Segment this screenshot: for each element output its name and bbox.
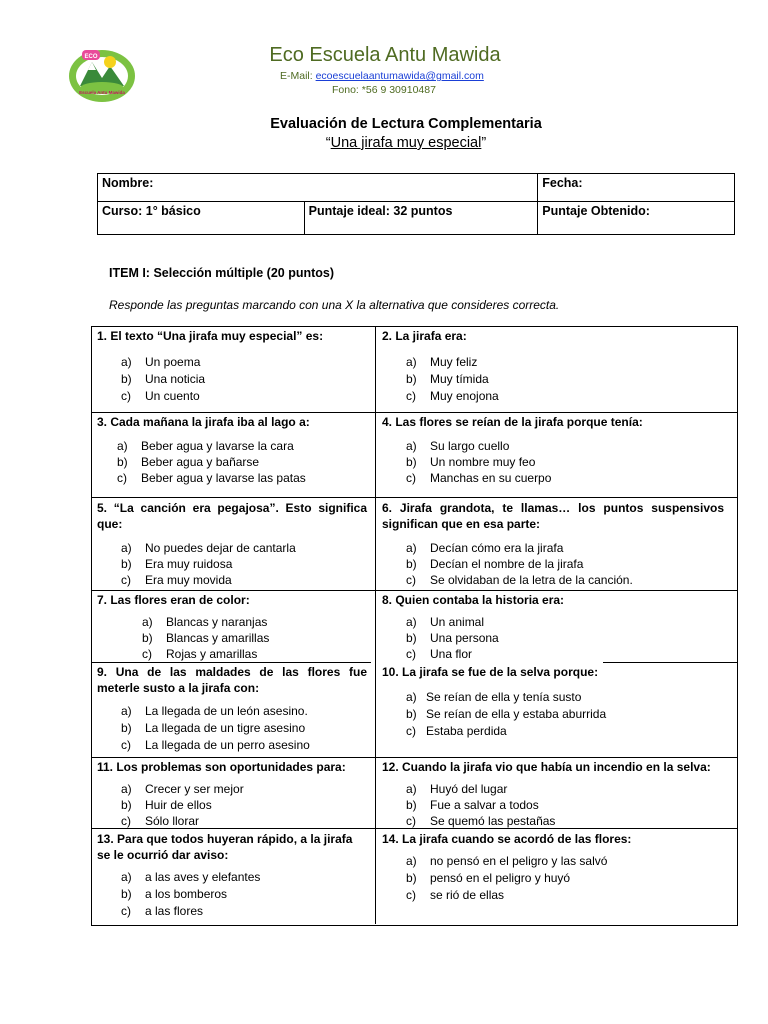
question-1 <box>97 328 372 405</box>
question-10 <box>382 664 732 740</box>
option-a[interactable]: a) Beber agua y lavarse la cara <box>117 439 294 453</box>
option-b[interactable]: b) a los bomberos <box>121 887 228 901</box>
options-list <box>97 438 372 486</box>
option-c[interactable]: c) Estaba perdida <box>406 724 507 738</box>
options-list <box>382 540 724 588</box>
option-b[interactable]: b) Blancas y amarillas <box>142 631 270 645</box>
question-2 <box>382 328 732 405</box>
question-text: 4. Las flores se reían de la jirafa porque tenía: <box>382 415 643 429</box>
course-cell: Curso: 1° básico <box>98 202 305 235</box>
section-heading: ITEM I: Selección múltiple (20 puntos) <box>109 266 335 280</box>
option-b[interactable]: b) pensó en el peligro y huyó <box>406 871 571 885</box>
option-c[interactable]: c) Muy enojona <box>406 389 499 403</box>
question-text: 8. Quien contaba la historia era: <box>382 593 565 607</box>
options-list <box>382 438 732 486</box>
name-field[interactable]: Nombre: <box>98 174 538 202</box>
question-text: 13. Para que todos huyeran rápido, a la jirafa se le ocurrió dar aviso: <box>97 832 353 862</box>
option-a[interactable]: a) Su largo cuello <box>406 439 510 453</box>
logo-text: Escuela Antu Mawida <box>79 90 125 95</box>
option-c[interactable]: c) a las flores <box>121 904 204 918</box>
option-a[interactable]: a) No puedes dejar de cantarla <box>121 541 296 555</box>
option-a[interactable]: a) Muy feliz <box>406 355 478 369</box>
question-text: 5. “La canción era pegajosa”. Esto significa que: <box>97 501 367 531</box>
option-b[interactable]: b) Decían el nombre de la jirafa <box>406 557 584 571</box>
question-7 <box>97 592 372 662</box>
question-text: 7. Las flores eran de color: <box>97 593 250 607</box>
row-divider <box>603 662 737 663</box>
option-a[interactable]: a) Se reían de ella y tenía susto <box>406 690 582 704</box>
options-list <box>97 869 369 920</box>
question-text: 11. Los problemas son oportunidades para: <box>97 760 346 774</box>
option-a[interactable]: a) no pensó en el peligro y las salvó <box>406 854 608 868</box>
question-9 <box>97 664 367 754</box>
options-list <box>382 853 732 904</box>
option-a[interactable]: a) Decían cómo era la jirafa <box>406 541 564 555</box>
student-info-table <box>97 173 735 235</box>
option-b[interactable]: b) Una persona <box>406 631 499 645</box>
options-list <box>97 540 367 588</box>
option-c[interactable]: c) Sólo llorar <box>121 814 200 828</box>
option-b[interactable]: b) Una noticia <box>121 372 206 386</box>
question-text: 9. Una de las maldades de las flores fue meterle susto a la jirafa con: <box>97 665 367 695</box>
email-link[interactable]: ecoescuelaantumawida@gmail.com <box>315 70 484 82</box>
row-divider <box>91 590 737 591</box>
option-c[interactable]: c) Beber agua y lavarse las patas <box>117 471 306 485</box>
option-a[interactable]: a) a las aves y elefantes <box>121 870 261 884</box>
question-8 <box>382 592 732 662</box>
date-field[interactable]: Fecha: <box>538 174 735 202</box>
options-list <box>97 354 372 405</box>
question-text: 10. La jirafa se fue de la selva porque: <box>382 665 599 679</box>
question-text: 14. La jirafa cuando se acordó de las flores: <box>382 832 632 846</box>
grid-divider <box>375 326 376 924</box>
question-5 <box>97 500 367 588</box>
ideal-score-cell: Puntaje ideal: 32 puntos <box>304 202 538 235</box>
option-b[interactable]: b) Un nombre muy feo <box>406 455 536 469</box>
row-divider <box>91 662 371 663</box>
options-list <box>382 781 732 829</box>
contact-phone: Fono: *56 9 30910487 <box>332 84 436 96</box>
question-text: 3. Cada mañana la jirafa iba al lago a: <box>97 415 310 429</box>
question-11 <box>97 759 372 829</box>
question-text: 1. El texto “Una jirafa muy especial” es: <box>97 329 324 343</box>
exam-title: Evaluación de Lectura Complementaria <box>270 116 542 132</box>
row-divider <box>91 757 737 758</box>
options-list <box>97 614 372 662</box>
book-title: Una jirafa muy especial <box>330 135 482 151</box>
option-c[interactable]: c) Un cuento <box>121 389 200 403</box>
option-c[interactable]: c) Era muy movida <box>121 573 232 587</box>
option-a[interactable]: a) Huyó del lugar <box>406 782 508 796</box>
question-text: 2. La jirafa era: <box>382 329 467 343</box>
section-instructions: Responde las preguntas marcando con una X la alternativa que consideres correcta. <box>109 298 560 312</box>
contact-email: E-Mail: ecoescuelaantumawida@gmail.com <box>280 70 484 82</box>
option-b[interactable]: b) Beber agua y bañarse <box>117 455 260 469</box>
question-text: 6. Jirafa grandota, te llamas… los puntos suspensivos significan que en esa parte: <box>382 501 724 531</box>
option-c[interactable]: c) Rojas y amarillas <box>142 647 258 661</box>
question-3 <box>97 414 372 486</box>
option-b[interactable]: b) Se reían de ella y estaba aburrida <box>406 707 607 721</box>
question-13 <box>97 831 369 920</box>
row-divider <box>91 497 737 498</box>
option-a[interactable]: a) Un poema <box>121 355 201 369</box>
options-list <box>382 354 732 405</box>
option-a[interactable]: a) La llegada de un león asesino. <box>121 704 308 718</box>
question-6 <box>382 500 724 588</box>
options-list <box>97 781 372 829</box>
question-14 <box>382 831 732 904</box>
option-b[interactable]: b) Fue a salvar a todos <box>406 798 539 812</box>
question-12 <box>382 759 732 829</box>
svg-text:ECO: ECO <box>84 54 98 60</box>
option-a[interactable]: a) Un animal <box>406 615 485 629</box>
option-c[interactable]: c) Se olvidaban de la letra de la canción. <box>406 573 633 587</box>
question-text: 12. Cuando la jirafa vio que había un incendio en la selva: <box>382 760 711 774</box>
option-a[interactable]: a) Blancas y naranjas <box>142 615 268 629</box>
option-c[interactable]: c) se rió de ellas <box>406 888 505 902</box>
question-4 <box>382 414 732 486</box>
option-b[interactable]: b) Huir de ellos <box>121 798 212 812</box>
option-b[interactable]: b) La llegada de un tigre asesino <box>121 721 306 735</box>
row-divider <box>91 412 737 413</box>
options-list <box>382 689 732 740</box>
school-name: Eco Escuela Antu Mawida <box>269 44 501 66</box>
exam-subtitle: “Una jirafa muy especial” <box>325 135 487 151</box>
option-c[interactable]: c) Una flor <box>406 647 473 661</box>
options-list <box>382 614 732 662</box>
option-c[interactable]: c) Se quemó las pestañas <box>406 814 556 828</box>
option-c[interactable]: c) La llegada de un perro asesino <box>121 738 310 752</box>
option-c[interactable]: c) Manchas en su cuerpo <box>406 471 552 485</box>
option-a[interactable]: a) Crecer y ser mejor <box>121 782 244 796</box>
options-list <box>97 703 367 754</box>
obtained-score-field[interactable]: Puntaje Obtenido: <box>538 202 735 235</box>
option-b[interactable]: b) Era muy ruidosa <box>121 557 233 571</box>
option-b[interactable]: b) Muy tímida <box>406 372 489 386</box>
